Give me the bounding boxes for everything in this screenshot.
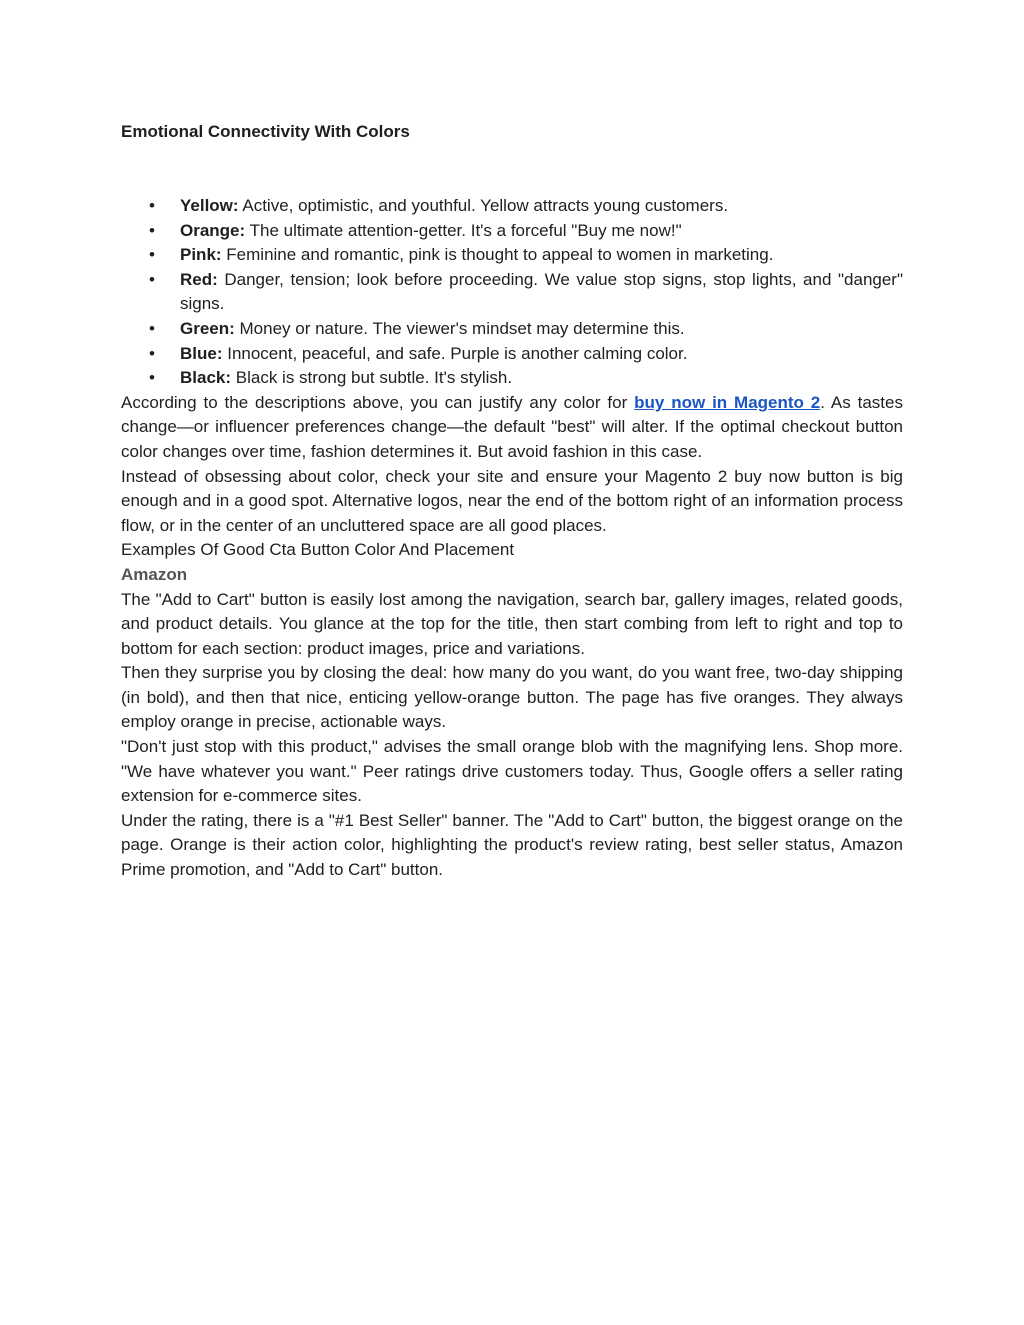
paragraph-text: . As tastes change—or influencer preferences change—the default "best" will alter. If the optimal checkout button color changes over time, fashion determines it. But avoid fashion in this case.: [121, 392, 903, 461]
color-term: Orange:: [180, 220, 246, 240]
color-term: Pink:: [180, 245, 222, 265]
color-description: Danger, tension; look before proceeding. We value stop signs, stop lights, and "danger" signs.: [180, 269, 903, 314]
bullet-icon: •: [149, 343, 155, 363]
color-term: Blue:: [180, 343, 223, 363]
color-term: Red:: [180, 269, 218, 289]
document-page: [121, 120, 903, 883]
paragraph-placement: Instead of obsessing about color, check your site and ensure your Magento 2 buy now button is big enough and in a good spot. Alternative logos, near the end of the bottom right of an information process flow, or in the center of an uncluttered space are all good places.: [121, 466, 903, 535]
bullet-icon: •: [149, 245, 155, 265]
paragraph-add-to-cart: The "Add to Cart" button is easily lost among the navigation, search bar, gallery images, related goods, and product details. You glance at the top for the title, then start combing from left to right and top to bottom for each section: product images, price and variations.: [121, 589, 903, 658]
color-description: Black is strong but subtle. It's stylish.: [231, 368, 513, 388]
list-item: [121, 243, 903, 268]
paragraph-best-seller: Under the rating, there is a "#1 Best Seller" banner. The "Add to Cart" button, the biggest orange on the page. Orange is their action color, highlighting the product's review rating, best seller status, Amazon Prime promotion, and "Add to Cart" button.: [121, 810, 903, 880]
paragraph-shop-more: "Don't just stop with this product," advises the small orange blob with the magnifying lens. Shop more. "We have whatever you want." Peer ratings drive customers today. Thus, Google offers a seller rating extension for e-commerce sites.: [121, 737, 903, 806]
color-term: Green:: [180, 318, 235, 338]
color-list: [121, 194, 903, 391]
section-subheading: Examples Of Good Cta Button Color And Placement: [121, 540, 515, 560]
list-item: [121, 342, 903, 367]
color-description: Active, optimistic, and youthful. Yellow attracts young customers.: [238, 196, 729, 215]
bullet-icon: •: [149, 196, 155, 215]
color-description: Innocent, peaceful, and safe. Purple is another calming color.: [222, 343, 688, 363]
bullet-icon: •: [149, 220, 155, 240]
color-term: Yellow:: [180, 196, 239, 215]
color-description: The ultimate attention-getter. It's a forceful "Buy me now!": [245, 220, 682, 240]
list-item: [121, 317, 903, 342]
paragraph-text: According to the descriptions above, you can justify any color for: [121, 392, 635, 412]
list-item: [121, 366, 903, 391]
color-description: Feminine and romantic, pink is thought to appeal to women in marketing.: [221, 245, 774, 265]
bullet-icon: •: [149, 368, 155, 388]
bullet-icon: •: [149, 318, 155, 338]
list-item: [121, 194, 903, 219]
paragraph-closing-deal: Then they surprise you by closing the deal: how many do you want, do you want free, two-day shipping (in bold), and then that nice, enticing yellow-orange button. The page has five oranges. They always employ orange in precise, actionable ways.: [121, 663, 903, 732]
color-term: Black:: [180, 368, 232, 388]
paragraph-justify-color: [121, 391, 903, 465]
list-item: [121, 268, 903, 317]
magento-buy-now-link[interactable]: buy now in Magento 2: [634, 392, 821, 412]
amazon-heading: Amazon: [121, 564, 188, 584]
color-description: Money or nature. The viewer's mindset may determine this.: [234, 318, 685, 338]
bullet-icon: •: [149, 269, 155, 289]
document-title: Emotional Connectivity With Colors: [121, 122, 410, 141]
list-item: [121, 219, 903, 244]
